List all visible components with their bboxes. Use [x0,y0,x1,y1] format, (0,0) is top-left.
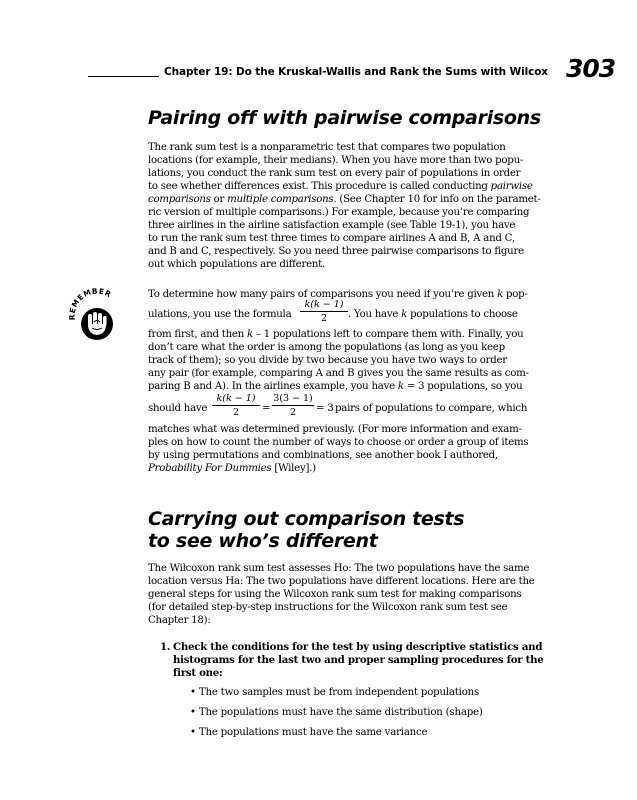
bullet-item [190,727,427,738]
formula-denominator: 2 [289,407,297,418]
formula-numerator: k(k − 1) [304,299,344,310]
remember-line: ples on how to count the number of ways to choose or order a group of items [148,437,529,448]
formula-k-k-minus-1-over-2-second [212,393,260,418]
bullet-text: The populations must have the same distribution (shape) [198,707,483,718]
remember-icon [66,286,128,350]
remember-text: ulations, you use the formula [148,309,292,320]
section-heading-comparison-tests-line2: to see who’s different [148,530,378,552]
remember-text: [Wiley].) [271,463,316,474]
comparisons-term: comparisons [148,194,211,205]
remember-line: by using permutations and combinations, see another book I authored, [148,450,498,461]
formula-k-k-minus-1-over-2 [300,299,348,324]
multiple-comparisons-term: multiple comparisons [227,194,334,205]
formula-numerator: k(k − 1) [216,393,256,404]
para-line: location versus Ha: The two populations have different locations. Here are the [148,576,535,587]
bullet-icon: • [190,727,196,738]
bullet-item [190,707,483,718]
para-line: ric version of multiple comparisons.) For example, because you’re comparing [148,207,530,218]
section-heading-pairwise: Pairing off with pairwise comparisons [148,107,541,129]
para-text: or [210,194,228,205]
remember-line [348,309,518,320]
para-line: The rank sum test is a nonparametric test that compares two population [148,142,506,153]
var-k: k [497,289,504,300]
remember-line [148,309,291,320]
step-line: first one: [173,667,223,679]
bullet-icon: • [190,707,196,718]
fraction-bar [272,405,314,406]
para-line: The Wilcoxon rank sum test assesses Ho: The two populations have the same [148,563,530,574]
bullet-text: The populations must have the same variance [198,727,428,738]
para-line: general steps for using the Wilcoxon rank sum test for making comparisons [148,589,522,600]
para-line: (for detailed step-by-step instructions for the Wilcoxon rank sum test see [148,602,508,613]
remember-text: populations to choose [407,309,518,320]
remember-line: should have [148,403,208,414]
remember-line [148,463,316,474]
step-line: Check the conditions for the test by using descriptive statistics and [173,641,543,653]
remember-text: paring B and A). In the airlines example, you have [148,381,398,392]
formula-numerator: 3(3 − 1) [273,393,313,404]
remember-line: don’t care what the order is among the populations (as long as you keep [148,342,505,353]
equals-sign: = [262,403,271,414]
para-line: out which populations are different. [148,259,326,270]
var-k: k [401,309,408,320]
header-rule [88,76,159,77]
chapter-running-title: Chapter 19: Do the Kruskal-Wallis and Rank the Sums with Wilcox [164,66,548,78]
pairwise-term: pairwise [490,181,533,192]
para-text: . (See Chapter 10 for info on the paramet- [333,194,541,205]
remember-icon-label: REMEMBER [67,286,114,321]
para-line: Chapter 18): [148,615,211,626]
remember-text: – 1 populations left to compare them with. Finally, you [252,329,524,340]
page-number: 303 [566,54,616,83]
para-line: and B and C, respectively. So you need three pairwise comparisons to figure [148,246,524,257]
para-line: locations (for example, their medians). When you have more than two popu- [148,155,524,166]
section-heading-comparison-tests: Carrying out comparison tests [148,508,465,530]
remember-line: any pair (for example, comparing A and B gives you the same results as com- [148,368,529,379]
para-line: lations, you conduct the rank sum test on every pair of populations in order [148,168,521,179]
remember-text: from first, and then [148,329,247,340]
bullet-icon: • [190,687,196,698]
para-text: to see whether differences exist. This procedure is called conducting [148,181,491,192]
remember-text: = 3 populations, so you [403,381,523,392]
para-line: three airlines in the airline satisfaction example (see Table 19-1), you have [148,220,516,231]
remember-line [148,381,522,392]
remember-text: pop- [503,289,528,300]
book-title: Probability For Dummies [148,463,272,474]
step-line: histograms for the last two and proper sampling procedures for the [173,654,544,666]
para-line [148,194,541,205]
formula-3-times-2-over-2 [272,393,314,418]
remember-line: track of them); so you divide by two because you have two ways to order [148,355,507,366]
formula-denominator: 2 [320,313,328,324]
equals-three: = 3 [316,403,334,414]
var-k: k [247,329,253,340]
para-line [148,181,533,192]
fraction-bar [300,311,348,312]
bullet-text: The two samples must be from independent populations [198,687,480,698]
remember-text: . You have [348,309,402,320]
remember-line: matches what was determined previously. (For more information and exam- [148,424,522,435]
remember-text: To determine how many pairs of comparisons you need if you’re given [148,289,498,300]
para-line: to run the rank sum test three times to compare airlines A and B, A and C, [148,233,515,244]
formula-denominator: 2 [232,407,240,418]
var-k: k [397,381,404,392]
step-number: 1. [160,641,171,653]
remember-line: pairs of populations to compare, which [335,403,528,414]
fraction-bar [212,405,260,406]
bullet-item [190,687,479,698]
remember-line [148,329,523,340]
